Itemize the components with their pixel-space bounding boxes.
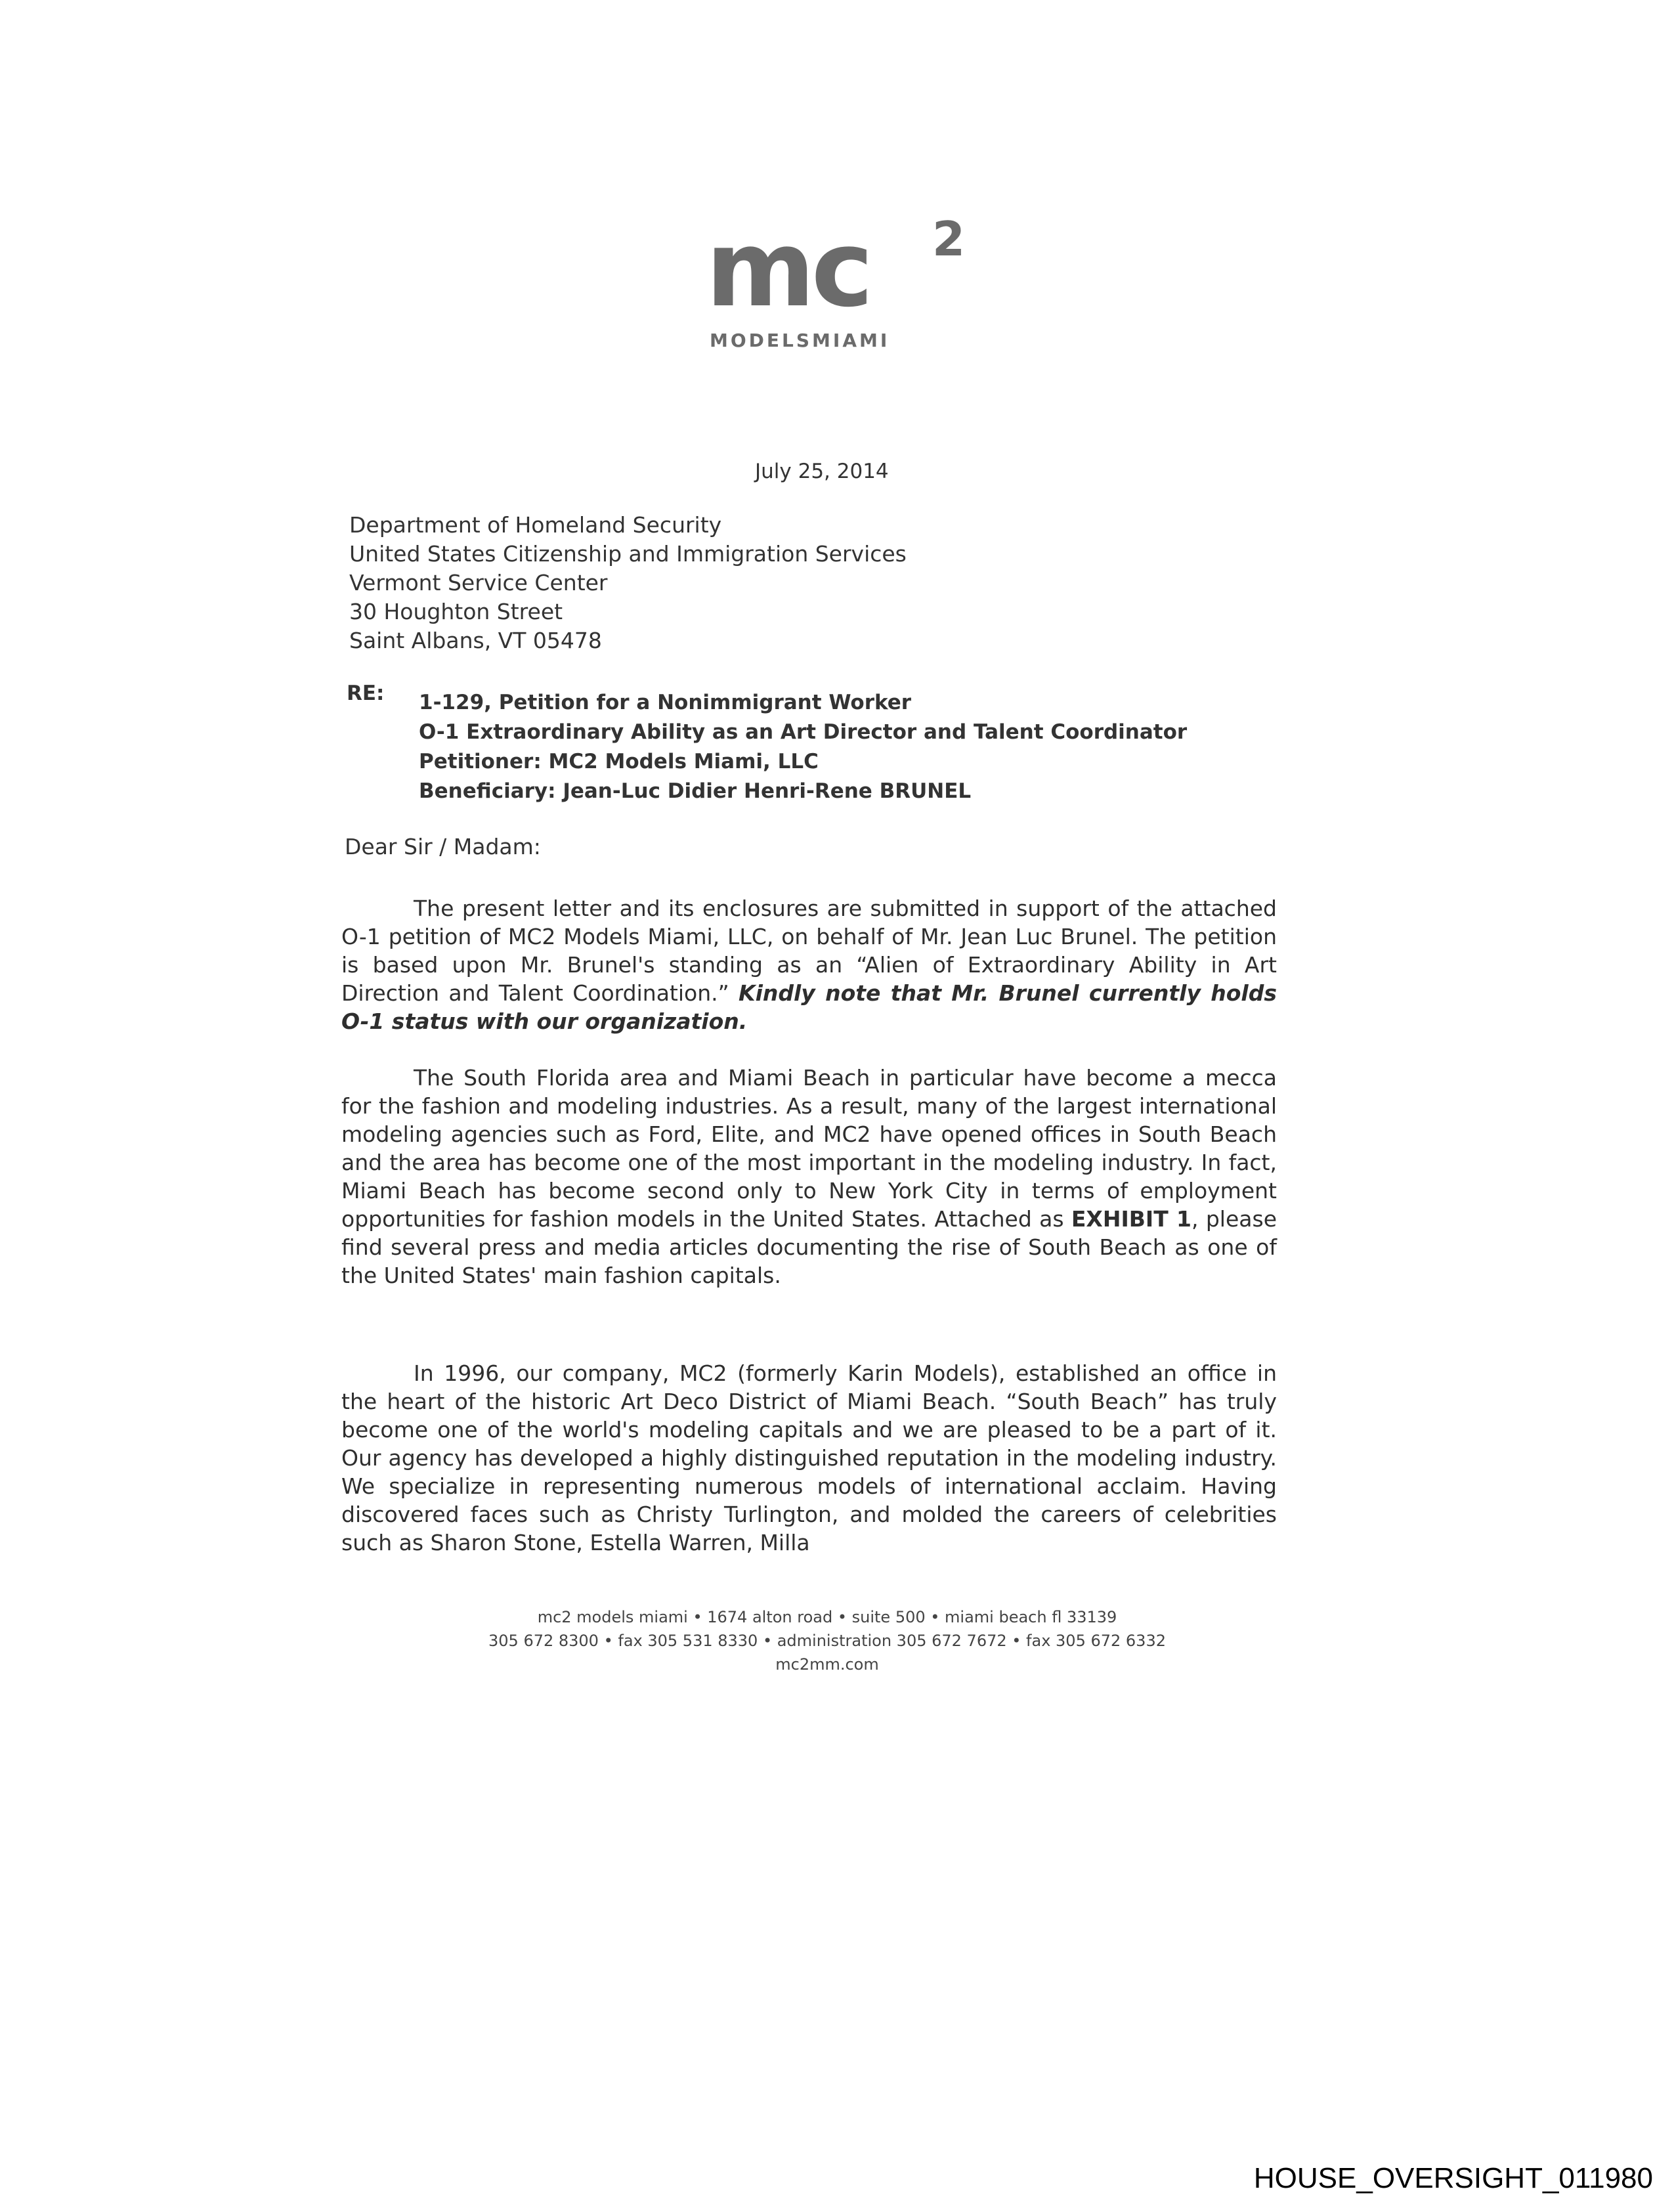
re-line: Beneficiary: Jean-Luc Didier Henri-Rene BRUNEL: [419, 779, 972, 803]
logo-mark: mc: [706, 207, 870, 330]
re-line: 1-129, Petition for a Nonimmigrant Worker: [419, 691, 912, 714]
address-line: United States Citizenship and Immigration Services: [349, 541, 907, 567]
body-paragraph-2: [341, 1064, 1277, 1290]
footer-address: mc2 models miami • 1674 alton road • suite 500 • miami beach fl 33139: [537, 1608, 1117, 1626]
address-line: Saint Albans, VT 05478: [349, 628, 602, 653]
address-line: Department of Homeland Security: [349, 512, 722, 538]
body-paragraph-3: [341, 1359, 1277, 1557]
footer-phones: 305 672 8300 • fax 305 531 8330 • administration 305 672 7672 • fax 305 672 6332: [488, 1632, 1166, 1650]
re-line: O-1 Extraordinary Ability as an Art Director and Talent Coordinator: [419, 720, 1188, 744]
footer-website: mc2mm.com: [775, 1655, 879, 1674]
body-paragraph-1: [341, 894, 1277, 1035]
exhibit-reference: EXHIBIT 1: [1071, 1206, 1192, 1232]
paragraph-text: , please find several press and media articles documenting the rise of South Beach as one of the United States' main fashion capitals.: [341, 1206, 1277, 1288]
salutation: Dear Sir / Madam:: [345, 834, 541, 859]
re-subject: [419, 688, 1187, 806]
address-line: Vermont Service Center: [349, 570, 608, 596]
bates-number: HOUSE_OVERSIGHT_011980: [1253, 2162, 1653, 2194]
paragraph-text: The South Florida area and Miami Beach in particular have become a mecca for the fashion and modeling industries. As a result, many of the largest international modeling agencies such as Ford, Elite, and MC2 have opened offices in South Beach and the area has become one of the most important in the modeling industry. In fact, Miami Beach has become second only to New York City in terms of employment opportunities for fashion models in the United States. Attached as: [341, 1065, 1277, 1232]
company-logo: [706, 207, 981, 368]
re-line: Petitioner: MC2 Models Miami, LLC: [419, 750, 819, 773]
recipient-address: [349, 511, 907, 655]
logo-subtitle: MODELSMIAMI: [710, 330, 890, 351]
re-label: RE:: [347, 682, 385, 705]
letterhead-footer: [368, 1605, 1287, 1676]
paragraph-text: In 1996, our company, MC2 (formerly Karin Models), established an office in the heart of the historic Art Deco District of Miami Beach. “South Beach” has truly become one of the world's modeling capitals and we are pleased to be a part of it. Our agency has developed a highly distinguished reputation in the modeling industry. We specialize in representing numerous models of international acclaim. Having discovered faces such as Christy Turlington, and molded the careers of celebrities such as Sharon Stone, Estella Warren, Milla: [341, 1360, 1277, 1555]
paragraph-text: The present letter and its enclosures are submitted in support of the attached O-1 petition of MC2 Models Miami, LLC, on behalf of Mr. Jean Luc Brunel. The petition is based upon Mr. Brunel's standing as an “Alien of Extraordinary Ability in Art Direction and Talent Coordination.”: [341, 896, 1277, 1006]
logo-superscript: 2: [932, 211, 966, 267]
letter-date: July 25, 2014: [755, 460, 889, 483]
paragraph-emphasis: Kindly note that Mr. Brunel currently holds O-1 status with our organization.: [341, 980, 1277, 1034]
address-line: 30 Houghton Street: [349, 599, 563, 624]
